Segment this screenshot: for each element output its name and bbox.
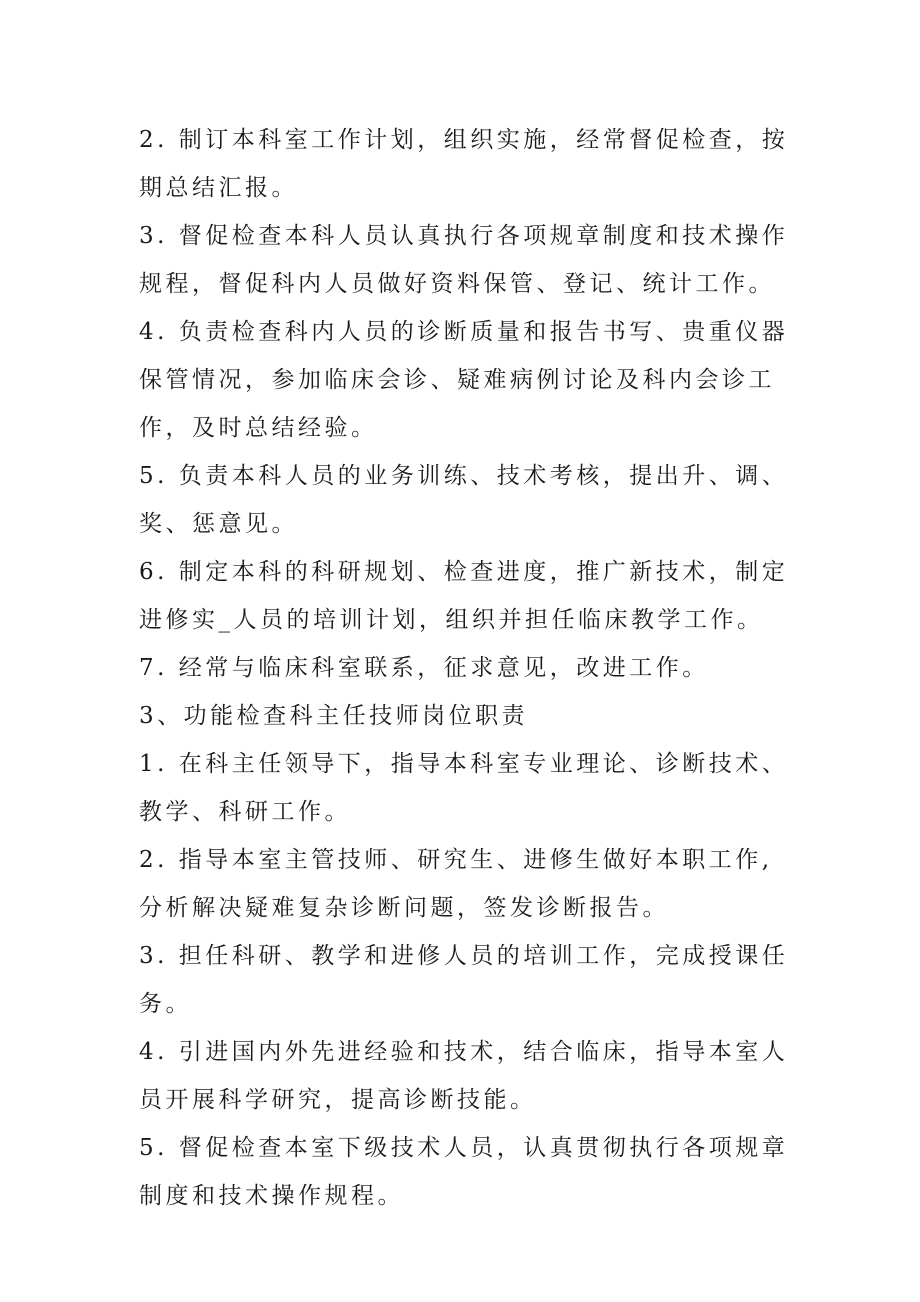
- paragraph-enforce-rules: 5. 督促检查本室下级技术人员，认真贯彻执行各项规章制度和技术操作规程。: [139, 1135, 789, 1209]
- paragraph-clinical-liaison: 7. 经常与临床科室联系，征求意见，改进工作。: [139, 655, 709, 681]
- paragraph-quality-check: 4. 负责检查科内人员的诊断质量和报告书写、贵重仪器保管情况，参加临床会诊、疑难病例讨论及科内会诊工作，及时总结经验。: [139, 319, 789, 441]
- paragraph-training-assessment: 5. 负责本科人员的业务训练、技术考核，提出升、调、奖、惩意见。: [139, 463, 789, 537]
- paragraph-rules-supervision: 3. 督促检查本科人员认真执行各项规章制度和技术操作规程，督促科内人员做好资料保管、登记、统计工作。: [139, 223, 789, 297]
- paragraph-supervise-staff: 2. 指导本室主管技师、研究生、进修生做好本职工作,分析解决疑难复杂诊断问题，签发诊断报告。: [139, 847, 773, 921]
- paragraph-dept-plan: 2. 制订本科室工作计划，组织实施，经常督促检查，按期总结汇报。: [139, 127, 789, 201]
- paragraph-introduce-tech: 4. 引进国内外先进经验和技术，结合临床，指导本室人员开展科学研究，提高诊断技能。: [139, 1039, 789, 1113]
- paragraph-research-planning: 6. 制定本科的科研规划、检查进度，推广新技术，制定进修实_人员的培训计划，组织并担任临床教学工作。: [139, 559, 789, 633]
- paragraph-guidance: 1. 在科主任领导下，指导本科室专业理论、诊断技术、教学、科研工作。: [139, 751, 789, 825]
- paragraph-teaching: 3. 担任科研、教学和进修人员的培训工作，完成授课任务。: [139, 943, 789, 1017]
- section-heading: 3、功能检查科主任技师岗位职责: [139, 703, 529, 729]
- document-body: [139, 116, 799, 1220]
